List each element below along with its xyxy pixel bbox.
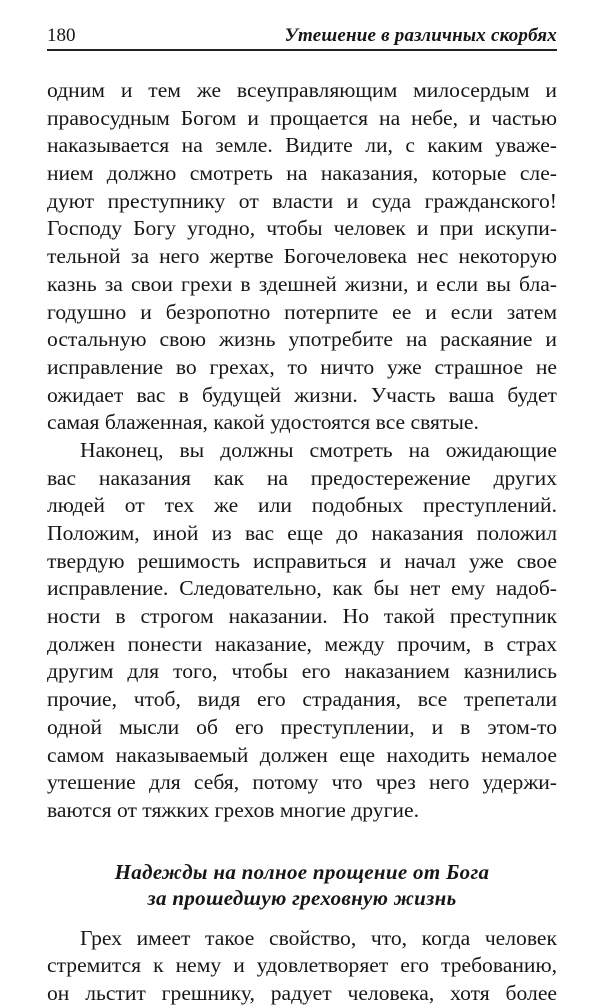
text-line: вас наказания как на предостережение других <box>47 465 557 490</box>
page-number: 180 <box>47 25 76 46</box>
text-line: Наконец, вы должны смотреть на ожидающие <box>80 437 557 462</box>
text-line: наказывается на земле. Видите ли, с каким уваже- <box>47 133 557 158</box>
text-line: ности в строгом наказании. Но такой преступник <box>47 604 557 629</box>
text-line: одним и тем же всеуправляющим милосердым и <box>47 78 557 102</box>
heading-line: Надежды на полное прощение от Бога <box>114 859 490 884</box>
heading-line: за прошедшую греховную жизнь <box>147 885 457 910</box>
text-line: одной мысли об его преступлении, и в этом-то <box>47 714 557 739</box>
running-title: Утешение в различных скорбях <box>284 25 557 46</box>
text-line: ваются от тяжких грехов многие другие. <box>47 797 419 822</box>
text-line: остальную свою жизнь употребите на раскаяние и <box>47 327 557 352</box>
text-line: самом наказываемый должен еще находить немалое <box>47 742 557 767</box>
text-line: нием должно смотреть на наказания, которые сле- <box>47 161 557 186</box>
text-line: исправление во грехах, то ничто уже страшное не <box>47 354 557 379</box>
paragraph-1 <box>47 77 557 437</box>
text-line: ожидает вас в будущей жизни. Участь ваша будет <box>47 382 557 407</box>
text-line: он льстит грешнику, радует человека, хотя более <box>47 980 557 1005</box>
text-line: тельной за него жертве Богочеловека нес некоторую <box>47 244 557 269</box>
paragraph-2 <box>47 437 557 825</box>
text-line: твердую решимость исправиться и начал уже свое <box>47 548 557 573</box>
paragraph-3 <box>47 925 557 1008</box>
running-header <box>47 21 557 47</box>
text-line: прочие, чтоб, видя его страдания, все трепетали <box>47 687 557 712</box>
text-line: утешение для себя, потому что чрез него удержи- <box>47 770 557 795</box>
text-line: Грех имеет такое свойство, что, когда человек <box>80 925 557 950</box>
text-line: правосудным Богом и прощается на небе, и частью <box>47 105 557 130</box>
header-rule <box>47 49 557 51</box>
text-line: должен понести наказание, между прочим, в страх <box>47 631 557 656</box>
text-line: казнь за свои грехи в здешней жизни, и если вы бла- <box>47 271 557 296</box>
text-line: исправление. Следовательно, как бы нет ему надоб- <box>47 576 557 601</box>
text-line: людей от тех же или подобных преступлений. <box>47 493 557 518</box>
text-line: другим для того, чтобы его наказанием казнились <box>47 659 557 684</box>
text-line: самая блаженная, какой удостоятся все святые. <box>47 410 479 435</box>
text-line: Господу Богу угодно, чтобы человек и при искупи- <box>47 216 557 241</box>
body-text <box>47 77 557 1008</box>
text-line: стремится к нему и удовлетворяет его требованию, <box>47 953 557 978</box>
text-line: дуют преступнику от власти и суда гражданского! <box>47 188 557 213</box>
section-heading <box>47 859 557 911</box>
text-line: Положим, иной из вас еще до наказания положил <box>47 521 557 545</box>
text-line: годушно и безропотно потерпите ее и если затем <box>47 299 557 324</box>
